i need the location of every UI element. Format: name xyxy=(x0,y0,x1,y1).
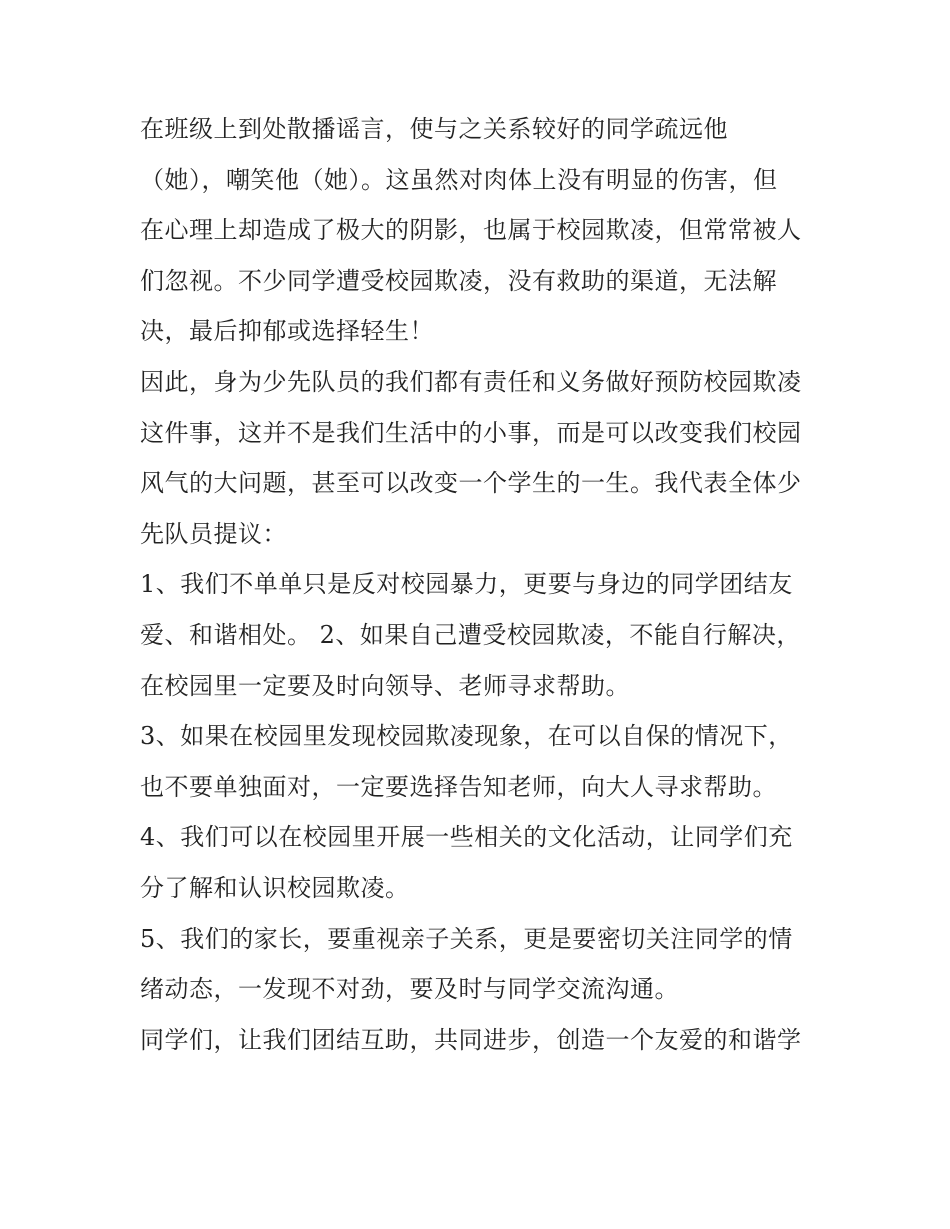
text-line: 因此，身为少先队员的我们都有责任和义务做好预防校园欺凌 xyxy=(140,367,802,396)
text-line: 3、如果在校园里发现校园欺凌现象，在可以自保的情况下， xyxy=(140,722,793,751)
text-line: 5、我们的家长，要重视亲子关系，更是要密切关注同学的情 xyxy=(140,924,793,953)
text-line: （她），嘲笑他（她）。这虽然对肉体上没有明显的伤害，但 xyxy=(140,165,778,194)
text-line: 在心理上却造成了极大的阴影，也属于校园欺凌，但常常被人 xyxy=(140,216,802,245)
text-line: 在校园里一定要及时向领导、老师寻求帮助。 xyxy=(140,671,630,700)
text-line: 1、我们不单单只是反对校园暴力，更要与身边的同学团结友 xyxy=(140,570,793,599)
text-line: 在班级上到处散播谣言，使与之关系较好的同学疏远他 xyxy=(140,115,728,143)
text-line: 决，最后抑郁或选择轻生！ xyxy=(140,317,434,346)
text-line: 们忽视。不少同学遭受校园欺凌，没有救助的渠道，无法解 xyxy=(140,266,777,295)
text-line: 4、我们可以在校园里开展一些相关的文化活动，让同学们充 xyxy=(140,823,793,852)
text-line: 同学们，让我们团结互助，共同进步，创造一个友爱的和谐学 xyxy=(140,1025,802,1054)
document-body xyxy=(140,104,820,1065)
text-line: 先队员提议： xyxy=(140,519,287,548)
text-line: 爱、和谐相处。 2、如果自己遭受校园欺凌，不能自行解决， xyxy=(140,620,801,649)
text-line: 绪动态，一发现不对劲，要及时与同学交流沟通。 xyxy=(140,975,679,1004)
text-line: 这件事，这并不是我们生活中的小事，而是可以改变我们校园 xyxy=(140,418,802,447)
text-line: 风气的大问题，甚至可以改变一个学生的一生。我代表全体少 xyxy=(140,469,802,498)
text-line: 也不要单独面对，一定要选择告知老师，向大人寻求帮助。 xyxy=(140,772,777,801)
text-line: 分了解和认识校园欺凌。 xyxy=(140,873,410,902)
